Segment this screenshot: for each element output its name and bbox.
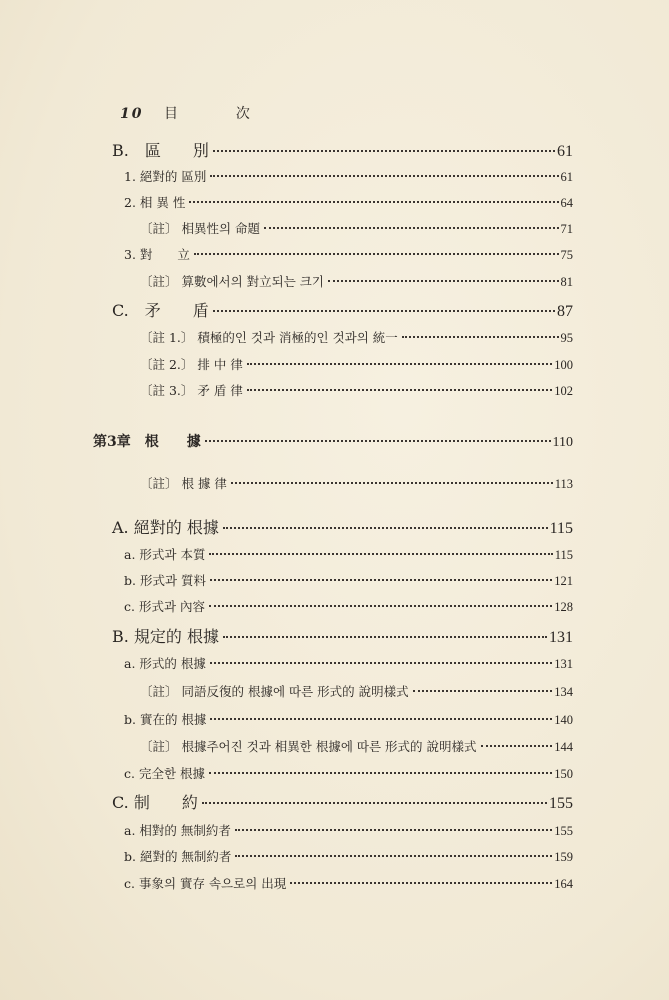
toc-page-number: 150 xyxy=(554,767,573,781)
toc-entry-item xyxy=(124,167,573,185)
toc-label: a. 相對的 無制約者 xyxy=(124,823,231,838)
toc-page-number: 155 xyxy=(554,824,573,838)
page-title: 目 次 xyxy=(163,106,272,122)
toc-label: 3. 對 立 xyxy=(124,247,190,262)
toc-entry-item xyxy=(124,710,573,728)
toc-page-number: 113 xyxy=(554,477,573,491)
toc-label: 第3章 根 據 xyxy=(93,434,201,450)
toc-page-number: 61 xyxy=(560,170,573,184)
toc-page-number: 144 xyxy=(554,740,573,754)
leader-dots xyxy=(328,280,559,282)
toc-entry-note xyxy=(140,381,573,399)
toc-label: b. 實在的 根據 xyxy=(124,712,207,727)
toc-label: b. 形式과 質料 xyxy=(124,573,206,588)
toc-label: 〔註 1.〕 積極的인 것과 消極的인 것과의 統一 xyxy=(140,330,398,345)
toc-entry-item xyxy=(124,764,573,782)
leader-dots xyxy=(194,253,559,255)
toc-label: c. 形式과 內容 xyxy=(124,599,205,614)
leader-dots xyxy=(481,745,553,747)
toc-label: 〔註〕 根 據 律 xyxy=(140,476,227,491)
toc-entry-note xyxy=(140,474,573,492)
leader-dots xyxy=(413,690,553,692)
toc-page-number: 110 xyxy=(552,435,573,450)
toc-page-number: 81 xyxy=(560,275,573,289)
toc-label: B. 區 別 xyxy=(112,141,209,160)
toc-page-number: 159 xyxy=(554,850,573,864)
toc-page-number: 71 xyxy=(560,222,573,236)
toc-page-number: 121 xyxy=(554,574,573,588)
page-header xyxy=(120,103,272,123)
toc-entry-section xyxy=(112,790,573,813)
leader-dots xyxy=(223,527,548,529)
toc-page-number: 115 xyxy=(549,520,573,537)
leader-dots xyxy=(210,579,552,581)
leader-dots xyxy=(209,605,552,607)
toc-entry-note xyxy=(140,272,573,290)
toc-entry-item xyxy=(124,571,573,589)
toc-page-number: 155 xyxy=(549,795,573,812)
toc-entry-item xyxy=(124,654,573,672)
leader-dots xyxy=(205,440,551,442)
toc-entry-note xyxy=(140,328,573,346)
leader-dots xyxy=(247,363,552,365)
toc-entry-item xyxy=(124,847,573,865)
toc-page-number: 164 xyxy=(554,877,573,891)
toc-label: 〔註〕 根據주어진 것과 相異한 根據에 따른 形式的 說明樣式 xyxy=(140,739,477,754)
leader-dots xyxy=(209,553,552,555)
toc-label: A. 絕對的 根據 xyxy=(112,518,219,537)
toc-entry-item xyxy=(124,597,573,615)
toc-page-number: 115 xyxy=(554,548,573,562)
leader-dots xyxy=(213,150,555,152)
leader-dots xyxy=(209,772,552,774)
toc-entry-note xyxy=(140,682,573,700)
leader-dots xyxy=(202,802,547,804)
leader-dots xyxy=(235,855,552,857)
leader-dots xyxy=(231,482,553,484)
toc-entry-section xyxy=(112,624,573,647)
page-number: 10 xyxy=(120,106,144,122)
toc-label: C. 制 約 xyxy=(112,793,198,812)
toc-page-number: 128 xyxy=(554,600,573,614)
toc-label: c. 事象의 實存 속으로의 出現 xyxy=(124,876,287,891)
leader-dots xyxy=(264,227,558,229)
toc-page-number: 61 xyxy=(557,143,573,160)
toc-page-number: 100 xyxy=(554,358,573,372)
toc-page-number: 131 xyxy=(554,657,573,671)
toc-label: a. 形式的 根據 xyxy=(124,656,206,671)
leader-dots xyxy=(290,882,552,884)
leader-dots xyxy=(247,389,552,391)
leader-dots xyxy=(189,201,558,203)
toc-label: b. 絕對的 無制約者 xyxy=(124,849,232,864)
toc-label: a. 形式과 本質 xyxy=(124,547,206,562)
toc-label: B. 規定的 根據 xyxy=(112,627,220,646)
toc-entry-item xyxy=(124,193,573,211)
toc-entry-note xyxy=(140,355,573,373)
toc-page-number: 87 xyxy=(557,303,573,320)
leader-dots xyxy=(210,662,552,664)
toc-page-number: 64 xyxy=(560,196,573,210)
toc-entry-section xyxy=(112,138,573,161)
toc-entry-chapter xyxy=(93,431,573,451)
toc-label: 〔註〕 相異性의 命題 xyxy=(140,221,261,236)
leader-dots xyxy=(213,310,555,312)
toc-page-number: 134 xyxy=(554,685,573,699)
toc-label: 1. 絕對的 區別 xyxy=(124,169,207,184)
toc-entry-section xyxy=(112,515,573,538)
toc-page-number: 131 xyxy=(549,629,573,646)
leader-dots xyxy=(402,336,559,338)
toc-label: 〔註 2.〕 排 中 律 xyxy=(140,357,243,372)
leader-dots xyxy=(210,718,552,720)
toc-page-number: 140 xyxy=(554,713,573,727)
toc-entry-item xyxy=(124,245,573,263)
toc-label: 2. 相 異 性 xyxy=(124,195,186,210)
toc-entry-item xyxy=(124,874,573,892)
toc-page-number: 95 xyxy=(560,331,573,345)
toc-entry-note xyxy=(140,219,573,237)
toc-page-number: 75 xyxy=(560,248,573,262)
toc-label: 〔註〕 同語反復的 根據에 따른 形式的 說明樣式 xyxy=(140,684,409,699)
toc-entry-note xyxy=(140,737,573,755)
toc-label: 〔註 3.〕 矛 盾 律 xyxy=(140,383,243,398)
leader-dots xyxy=(235,829,552,831)
leader-dots xyxy=(210,175,558,177)
toc-entry-section xyxy=(112,298,573,321)
toc-entry-item xyxy=(124,545,573,563)
toc-label: C. 矛 盾 xyxy=(112,301,209,320)
leader-dots xyxy=(223,636,547,638)
toc-entry-item xyxy=(124,821,573,839)
toc-page-number: 102 xyxy=(554,384,573,398)
toc-label: 〔註〕 算數에서의 對立되는 크기 xyxy=(140,274,324,289)
toc-label: c. 完全한 根據 xyxy=(124,766,205,781)
